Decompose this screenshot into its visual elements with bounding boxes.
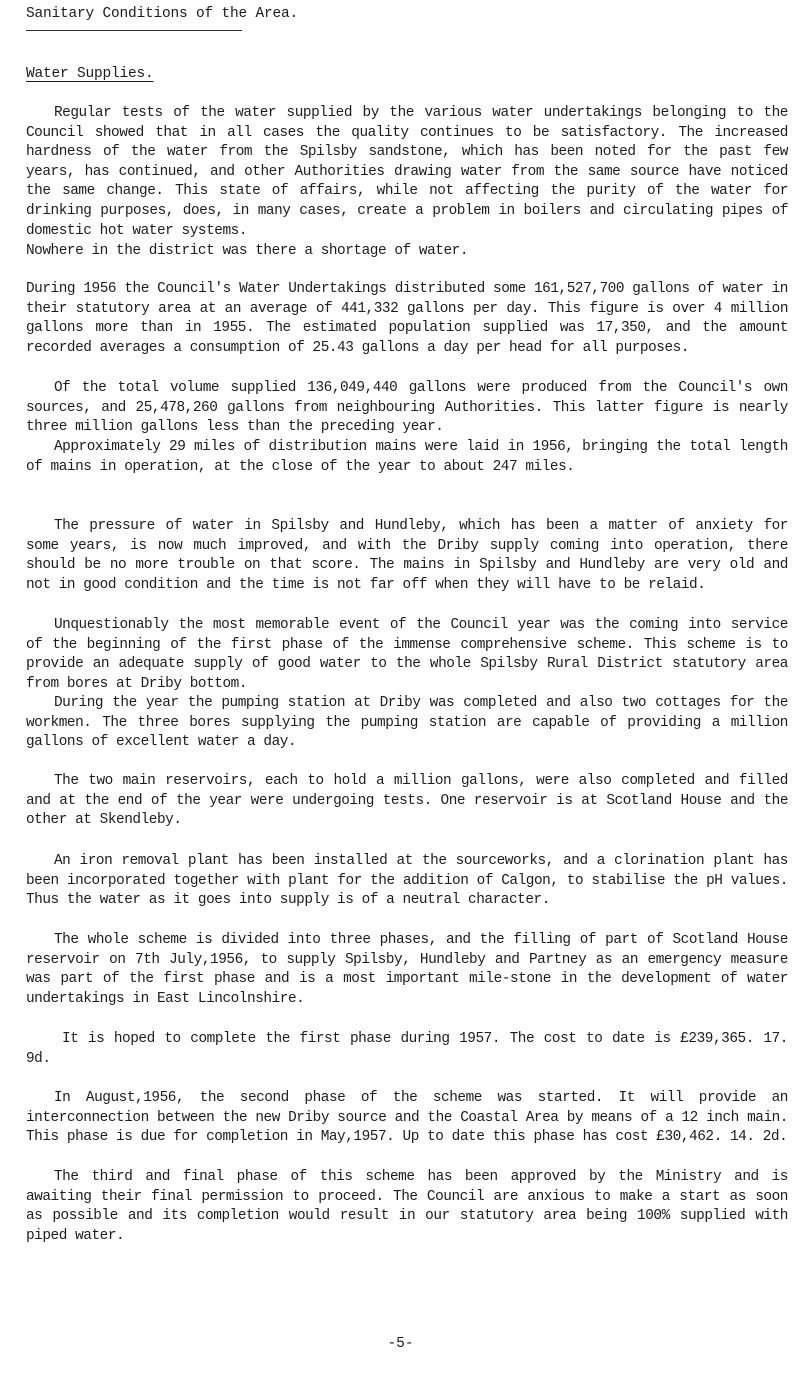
- paragraph-scheme: Unquestionably the most memorable event of the Council year was the coming into service of the beginning of the first phase of the immense comprehensive scheme. This scheme is to provide an adequate supply of good water to the whole Spilsby Rural District statutory area from bores at Driby bottom.: [26, 617, 788, 692]
- paragraph-pumping-station: During the year the pumping station at Driby was completed and also two cottages for the workmen. The three bores supplying the pumping station are capable of providing a million gallons of excellent water a day.: [26, 695, 788, 751]
- page-title: Sanitary Conditions of the Area.: [26, 6, 299, 22]
- paragraph-pressure: The pressure of water in Spilsby and Hundleby, which has been a matter of anxiety for some years, is now much improved, and with the Driby supply coming into operation, there should be no more trouble on that score. The mains in Spilsby and Hundleby are very old and not in good condition and the time is not far off when they will have to be relaid.: [26, 518, 788, 593]
- paragraph-third-phase: The third and final phase of this scheme has been approved by the Ministry and is awaiting their final permission to proceed. The Council are anxious to make a start as soon as possible and its completion would result in our statutory area being 100% supplied with piped water.: [26, 1169, 788, 1244]
- section-heading: Water Supplies.: [26, 66, 154, 82]
- paragraph-phases: The whole scheme is divided into three phases, and the filling of part of Scotland House reservoir on 7th July,1956, to supply Spilsby, Hundleby and Partney as an emergency measure was part of the first phase and is a most important mile-stone in the development of water undertakings in East Lincolnshire.: [26, 932, 788, 1007]
- paragraph-second-phase: In August,1956, the second phase of the scheme was started. It will provide an interconnection between the new Driby source and the Coastal Area by means of a 12 inch main. This phase is due for completion in May,1957. Up to date this phase has cost £30,462. 14. 2d.: [26, 1090, 788, 1146]
- paragraph-shortage: Nowhere in the district was there a shortage of water.: [26, 243, 469, 259]
- paragraph-mains: Approximately 29 miles of distribution mains were laid in 1956, bringing the total length of mains in operation, at the close of the year to about 247 miles.: [26, 439, 788, 475]
- title-underline: [26, 30, 242, 31]
- page-number: -5-: [387, 1336, 414, 1352]
- paragraph-reservoirs: The two main reservoirs, each to hold a million gallons, were also completed and filled and at the end of the year were undergoing tests. One reservoir is at Scotland House and the other at Skendleby.: [26, 773, 788, 829]
- paragraph-water-quality: Regular tests of the water supplied by the various water undertakings belonging to the Council showed that in all cases the quality continues to be satisfactory. The increased hardness of the water from the Spilsby sandstone, which has been noted for the past few years, has continued, and other Authorities drawing water from the same source have noticed the same change. This state of affairs, while not affecting the purity of the water for drinking purposes, does, in many cases, create a problem in boilers and circulating pipes of domestic hot water systems.: [26, 105, 788, 239]
- paragraph-sources: Of the total volume supplied 136,049,440 gallons were produced from the Council's own sources, and 25,478,260 gallons from neighbouring Authorities. This latter figure is nearly three million gallons less than the preceding year.: [26, 380, 788, 436]
- paragraph-first-phase-cost: It is hoped to complete the first phase during 1957. The cost to date is £239,365. 17. 9d.: [26, 1031, 788, 1067]
- paragraph-distribution: During 1956 the Council's Water Undertakings distributed some 161,527,700 gallons of water in their statutory area at an average of 441,332 gallons per day. This figure is over 4 million gallons more than in 1955. The estimated population supplied was 17,350, and the amount recorded averages a consumption of 25.43 gallons a day per head for all purposes.: [26, 281, 788, 356]
- paragraph-iron-removal: An iron removal plant has been installed at the sourceworks, and a clorination plant has been incorporated together with plant for the addition of Calgon, to stabilise the pH values. Thus the water as it goes into supply is of a neutral character.: [26, 853, 788, 909]
